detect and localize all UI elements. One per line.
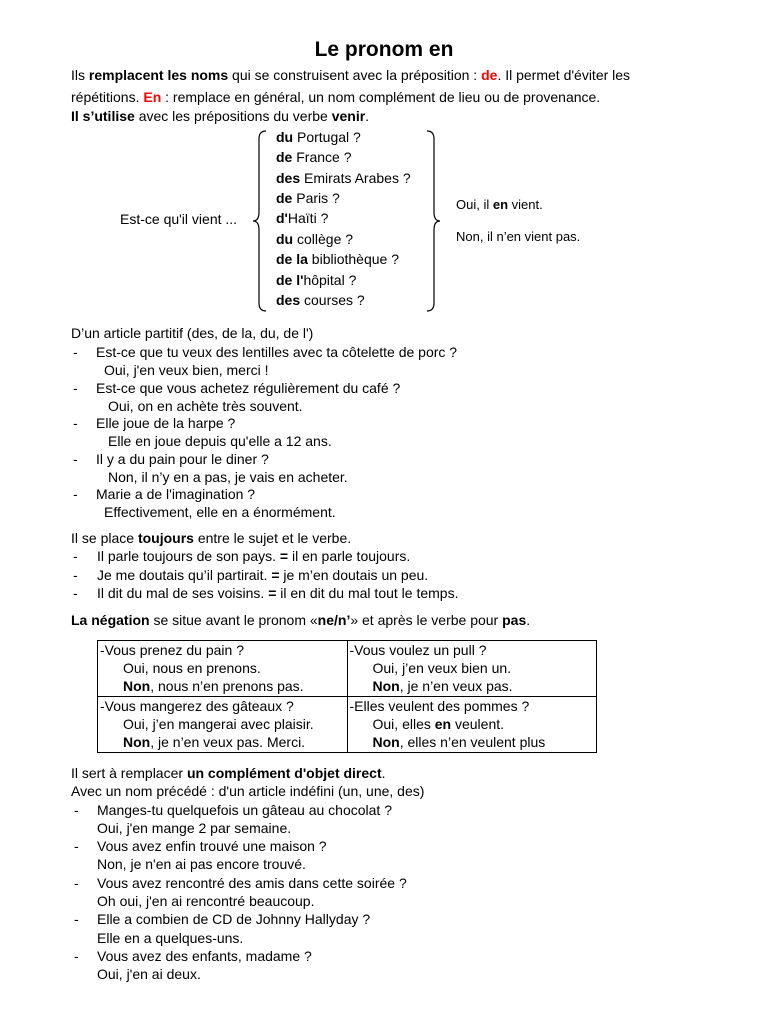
intro-line-2: répétitions. En : remplace en général, un nom complément de lieu ou de provenance. [71, 89, 601, 105]
venir-item: de la bibliothèque ? [276, 251, 399, 267]
venir-answer-yes: Oui, il en vient. [456, 197, 543, 212]
place-heading: Il se place toujours entre le sujet et le verbe. [71, 530, 352, 546]
table-cell: -Elles veulent des pommes ? Oui, elles en veulent. Non, elles n’en veulent plus [347, 697, 597, 753]
partitif-answer: Oui, j'en veux bien, merci ! [104, 362, 269, 378]
cod-heading: Il sert à remplacer un complément d'objet direct. [71, 765, 386, 781]
table-cell: -Vous voulez un pull ? Oui, j’en veux bien un. Non, je n’en veux pas. [347, 641, 597, 697]
bullet-dash: - [73, 567, 78, 583]
cod-answer: Elle en a quelques-uns. [97, 930, 244, 946]
partitif-question: Est-ce que tu veux des lentilles avec ta côtelette de porc ? [96, 344, 458, 360]
cod-question: Elle a combien de CD de Johnny Hallyday ? [97, 911, 371, 927]
cod-answer: Oui, j'en ai deux. [97, 966, 201, 982]
cod-answer: Non, je n'en ai pas encore trouvé. [97, 856, 306, 872]
partitif-answer: Effectivement, elle en a énormément. [104, 504, 336, 520]
bullet-dash: - [74, 838, 79, 854]
table-row [98, 641, 597, 697]
venir-answer-no: Non, il n’en vient pas. [456, 229, 581, 244]
partitif-answer: Non, il n’y en a pas, je vais en acheter. [108, 469, 348, 485]
partitif-answer: Oui, on en achète très souvent. [108, 398, 303, 414]
venir-item: de l'hôpital ? [276, 272, 357, 288]
table-cell: -Vous mangerez des gâteaux ? Oui, j’en mangerai avec plaisir. Non, je n’en veux pas. Merci. [98, 697, 348, 753]
bullet-dash: - [73, 380, 78, 396]
bullet-dash: - [74, 911, 79, 927]
bullet-dash: - [73, 415, 78, 431]
venir-item: de Paris ? [276, 190, 340, 206]
table-cell: -Vous prenez du pain ? Oui, nous en prenons. Non, nous n’en prenons pas. [98, 641, 348, 697]
cod-subheading: Avec un nom précédé : d'un article indéfini (un, une, des) [71, 783, 425, 799]
bullet-dash: - [74, 875, 79, 891]
partitif-heading: D’un article partitif (des, de la, du, de l') [71, 325, 314, 341]
cod-question: Manges-tu quelquefois un gâteau au chocolat ? [97, 802, 392, 818]
bullet-dash: - [74, 802, 79, 818]
bullet-dash: - [74, 948, 79, 964]
right-brace-icon [425, 130, 441, 312]
venir-item: de France ? [276, 149, 352, 165]
place-example: Je me doutais qu’il partirait. = je m’en doutais un peu. [97, 567, 429, 583]
left-brace-icon [252, 130, 268, 312]
place-example: Il dit du mal de ses voisins. = il en dit du mal tout le temps. [97, 585, 459, 601]
page-title: Le pronom en [314, 38, 454, 61]
intro-line-3: Il s’utilise avec les prépositions du verbe venir. [71, 108, 370, 124]
cod-answer: Oui, j'en mange 2 par semaine. [97, 820, 292, 836]
cod-question: Vous avez enfin trouvé une maison ? [97, 838, 327, 854]
venir-question: Est-ce qu'il vient ... [120, 211, 238, 227]
partitif-question: Marie a de l'imagination ? [96, 486, 256, 502]
partitif-question: Elle joue de la harpe ? [96, 415, 236, 431]
bullet-dash: - [73, 451, 78, 467]
partitif-question: Il y a du pain pour le diner ? [96, 451, 269, 467]
venir-item: du collège ? [276, 231, 354, 247]
negation-heading: La négation se situe avant le pronom «ne/n’» et après le verbe pour pas. [71, 612, 531, 628]
place-example: Il parle toujours de son pays. = il en parle toujours. [97, 548, 411, 564]
venir-item: des courses ? [276, 292, 365, 308]
cod-answer: Oh oui, j'en ai rencontré beaucoup. [97, 893, 315, 909]
bullet-dash: - [73, 585, 78, 601]
cod-question: Vous avez rencontré des amis dans cette soirée ? [97, 875, 407, 891]
partitif-question: Est-ce que vous achetez régulièrement du café ? [96, 380, 401, 396]
venir-item: d'Haïti ? [276, 210, 329, 226]
negation-table [97, 640, 597, 753]
table-row [98, 697, 597, 753]
bullet-dash: - [73, 548, 78, 564]
bullet-dash: - [73, 486, 78, 502]
venir-item: des Emirats Arabes ? [276, 170, 411, 186]
bullet-dash: - [73, 344, 78, 360]
venir-item: du Portugal ? [276, 129, 361, 145]
cod-question: Vous avez des enfants, madame ? [97, 948, 312, 964]
partitif-answer: Elle en joue depuis qu'elle a 12 ans. [108, 433, 332, 449]
intro-line-1: Ils remplacent les noms qui se construisent avec la préposition : de. Il permet d'éviter les [71, 67, 631, 83]
